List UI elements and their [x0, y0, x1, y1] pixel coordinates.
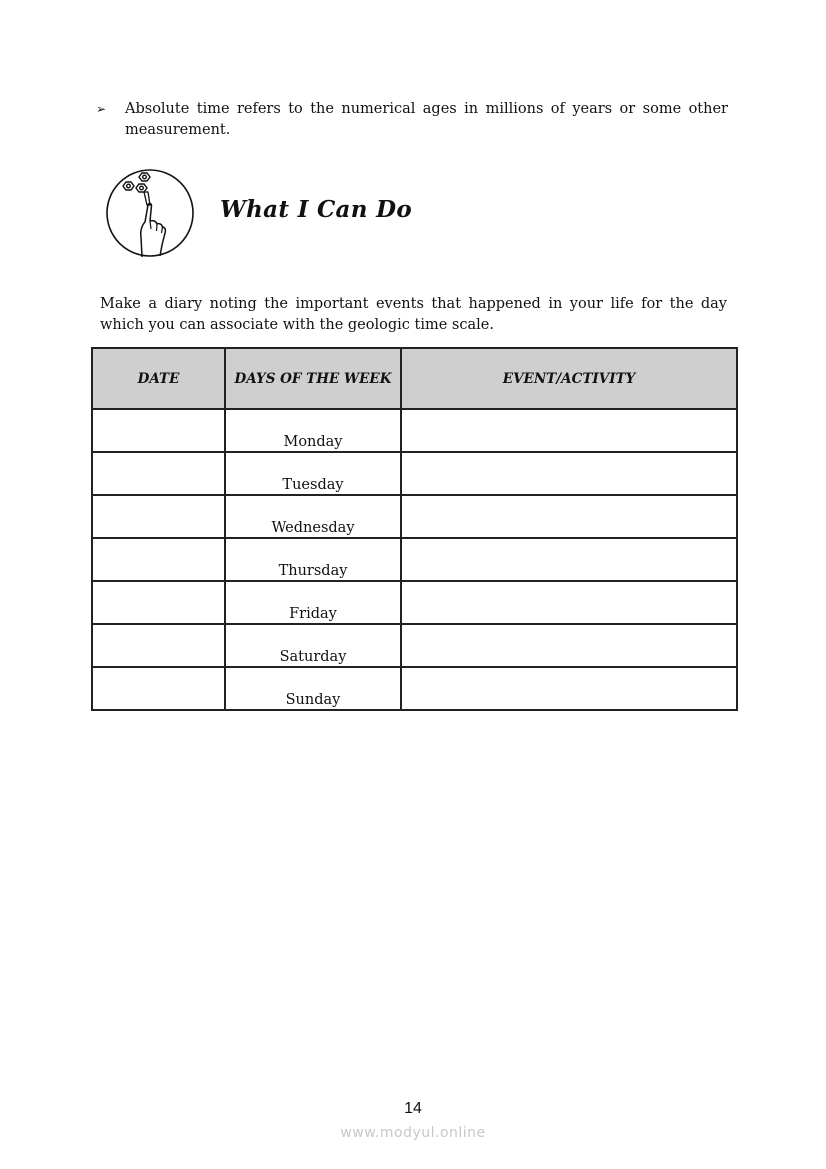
day-cell: Monday: [225, 409, 401, 452]
table-row: [92, 581, 737, 624]
date-cell[interactable]: [92, 624, 225, 667]
hand-holding-gears-icon: [104, 167, 196, 259]
date-cell[interactable]: [92, 452, 225, 495]
day-cell: Saturday: [225, 624, 401, 667]
bullet-point: [96, 99, 728, 141]
page-number: 14: [404, 1100, 422, 1117]
event-cell[interactable]: [401, 581, 737, 624]
day-cell: Friday: [225, 581, 401, 624]
event-cell[interactable]: [401, 409, 737, 452]
day-cell: Wednesday: [225, 495, 401, 538]
date-cell[interactable]: [92, 409, 225, 452]
table-row: [92, 409, 737, 452]
diary-table: [91, 347, 738, 711]
date-cell[interactable]: [92, 667, 225, 710]
date-cell[interactable]: [92, 495, 225, 538]
event-cell[interactable]: [401, 624, 737, 667]
day-cell: Thursday: [225, 538, 401, 581]
table-row: [92, 452, 737, 495]
day-cell: Tuesday: [225, 452, 401, 495]
event-cell[interactable]: [401, 538, 737, 581]
bullet-text: Absolute time refers to the numerical ages in millions of years or some other measurement.: [125, 101, 728, 138]
date-cell[interactable]: [92, 538, 225, 581]
table-header-row: [92, 348, 737, 409]
table-row: [92, 495, 737, 538]
day-cell: Sunday: [225, 667, 401, 710]
header-days-of-the-week: DAYS OF THE WEEK: [225, 348, 401, 409]
header-date: DATE: [92, 348, 225, 409]
header-event-activity: EVENT/ACTIVITY: [401, 348, 737, 409]
date-cell[interactable]: [92, 581, 225, 624]
section-title: What I Can Do: [220, 196, 412, 223]
table-row: [92, 667, 737, 710]
event-cell[interactable]: [401, 452, 737, 495]
event-cell[interactable]: [401, 667, 737, 710]
event-cell[interactable]: [401, 495, 737, 538]
table-row: [92, 538, 737, 581]
watermark: www.modyul.online: [340, 1125, 486, 1141]
table-row: [92, 624, 737, 667]
instructions-paragraph: Make a diary noting the important events that happened in your life for the day which you can associate with the geologic time scale.: [100, 296, 727, 333]
arrow-bullet-icon: ➢: [96, 102, 107, 116]
